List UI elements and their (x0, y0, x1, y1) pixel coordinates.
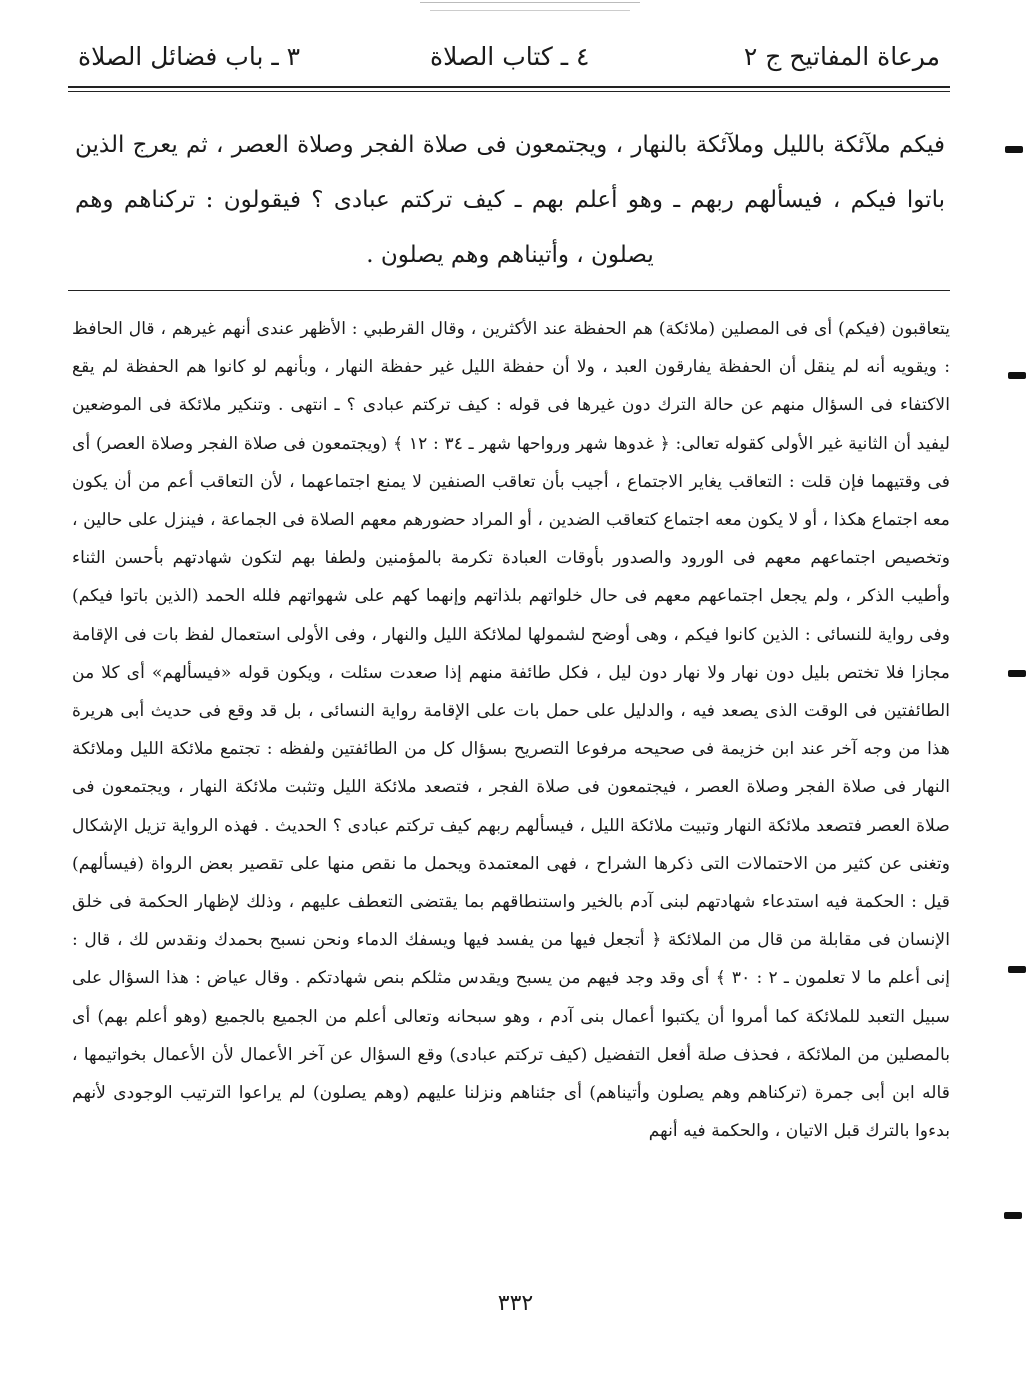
header-rule (68, 86, 950, 88)
commentary-paragraph: يتعاقبون (فيكم) أى فى المصلين (ملائكة) هم الحفظة عند الأكثرين ، وقال القرطبي : الأظهر عندى أنهم غيرهم ، قال الحافظ : ويقويه أنه لم ينقل أن الحفظة يفارقون العبد ، ولا أن حفظة الليل غير حفظة النهار ، وبأنهم لو كانوا هم الحفظة لم يقع الاكتفاء فى السؤال منهم عن حالة الترك دون غيرها فى قوله : كيف تركتم عبادى ؟ ـ انتهى . وتنكير ملائكة فى الموضعين ليفيد أن الثانية غير الأولى كقوله تعالى: ﴿ غدوها شهر ورواحها شهر ـ ٣٤ : ١٢ ﴾ (ويجتمعون فى صلاة الفجر وصلاة العصر) أى فى وقتيهما فإن قلت : التعاقب يغاير الاجتماع ، أجيب بأن تعاقب الصنفين لا يمنع اجتماعهما ، لأن التعاقب أعم من أن يكون معه اجتماع هكذا ، أو لا يكون معه اجتماع كتعاقب الضدين ، أو المراد حضورهم معهم الصلاة فى الجماعة ، فينزل على حالين ، وتخصيص اجتماعهم معهم فى الورود والصدور بأوقات العبادة تكرمة بالمؤمنين ولطفا بهم لتكون شهادتهم بأحسن الثناء وأطيب الذكر ، ولم يجعل اجتماعهم معهم فى حال خلواتهم بلذاتهم وإنهما كهم على شهواتهم فلله الحمد (الذين باتوا فيكم) وفى رواية للنسائى : الذين كانوا فيكم ، وهى أوضح لشمولها لملائكة الليل والنهار ، وفى الأولى استعمال لفظ بات فى الإقامة مجازا فلا تختص بليل دون نهار ولا نهار دون ليل ، فكل طائفة منهم إذا صعدت سئلت ، ويكون قوله «فيسألهم» أى كلا من الطائفتين فى الوقت الذى يصعد فيه ، والدليل على حمل بات على الإقامة رواية النسائى ، بل قد وقع فى حديث أبى هريرة هذا من وجه آخر عند ابن خزيمة فى صحيحه مرفوعا التصريح بسؤال كل من الطائفتين ولفظه : تجتمع ملائكة الليل وملائكة النهار فى صلاة الفجر وصلاة العصر ، فيجتمعون فى صلاة الفجر ، فتصعد ملائكة الليل وتثبت ملائكة النهار ، ويجتمعون فى صلاة العصر فتصعد ملائكة النهار وتبيت ملائكة الليل ، فيسألهم ربهم كيف تركتم عبادى ؟ الحديث . فهذه الرواية تزيل الإشكال وتغنى عن كثير من الاحتمالات التى ذكرها الشراح ، فهى المعتمدة ويحمل ما نقص منها على تقصير بعض الرواة (فيسألهم) قيل : الحكمة فيه استدعاء شهادتهم لبنى آدم بالخير واستنطاقهم بما يقتضى التعطف عليهم ، وذلك لإظهار الحكمة فى خلق الإنسان فى مقابلة من قال من الملائكة ﴿ أتجعل فيها من يفسد فيها ويسفك الدماء ونحن نسبح بحمدك ونقدس لك ، قال : إنى أعلم ما لا تعلمون ـ ٢ : ٣٠ ﴾ أى وقد وجد فيهم من يسبح ويقدس مثلكم بنص شهادتكم . وقال عياض : هذا السؤال على سبيل التعبد للملائكة كما أمروا أن يكتبوا أعمال بنى آدم ، وهو سبحانه وتعالى أعلم من الجميع بالجميع (وهو أعلم بهم) أى بالمصلين من الملائكة ، فحذف صلة أفعل التفضيل (كيف تركتم عبادى) وقع السؤال عن آخر الأعمال لأن الأعمال بخواتيمها ، قاله ابن أبى جمرة (تركناهم وهم يصلون وأتيناهم) أى جئناهم ونزلنا عليهم (وهم يصلون) لم يراعوا الترتيب الوجودى لأنهم بدءوا بالترك قبل الاتيان ، والحكمة فيه أنهم (72, 319, 951, 1142)
running-header (70, 36, 950, 86)
scan-artifact (420, 2, 640, 3)
chapter-title: ٤ ـ كتاب الصلاة (430, 42, 590, 71)
book-title: مرعاة المفاتيح ج ٢ (743, 42, 940, 71)
margin-mark (1005, 146, 1023, 153)
hadith-text: فيكم ملآئكة بالليل وملآئكة بالنهار ، ويجتمعون فى صلاة الفجر وصلاة العصر ، ثم يعرج الذين باتوا فيكم ، فيسألهم ربهم ـ وهو أعلم بهم ـ كيف تركتم عبادى ؟ فيقولون : تركناهم وهم يصلون ، وأتيناهم وهم يصلون . (75, 132, 945, 268)
margin-mark (1008, 372, 1026, 379)
header-rule (68, 91, 950, 92)
margin-mark (1008, 966, 1026, 973)
section-title: ٣ ـ باب فضائل الصلاة (78, 42, 301, 71)
margin-mark (1008, 670, 1026, 677)
scan-artifact (430, 10, 630, 11)
page-number: ٣٣٢ (497, 1291, 534, 1316)
margin-mark (1004, 1212, 1022, 1219)
commentary (72, 310, 950, 1150)
section-divider (68, 290, 950, 291)
